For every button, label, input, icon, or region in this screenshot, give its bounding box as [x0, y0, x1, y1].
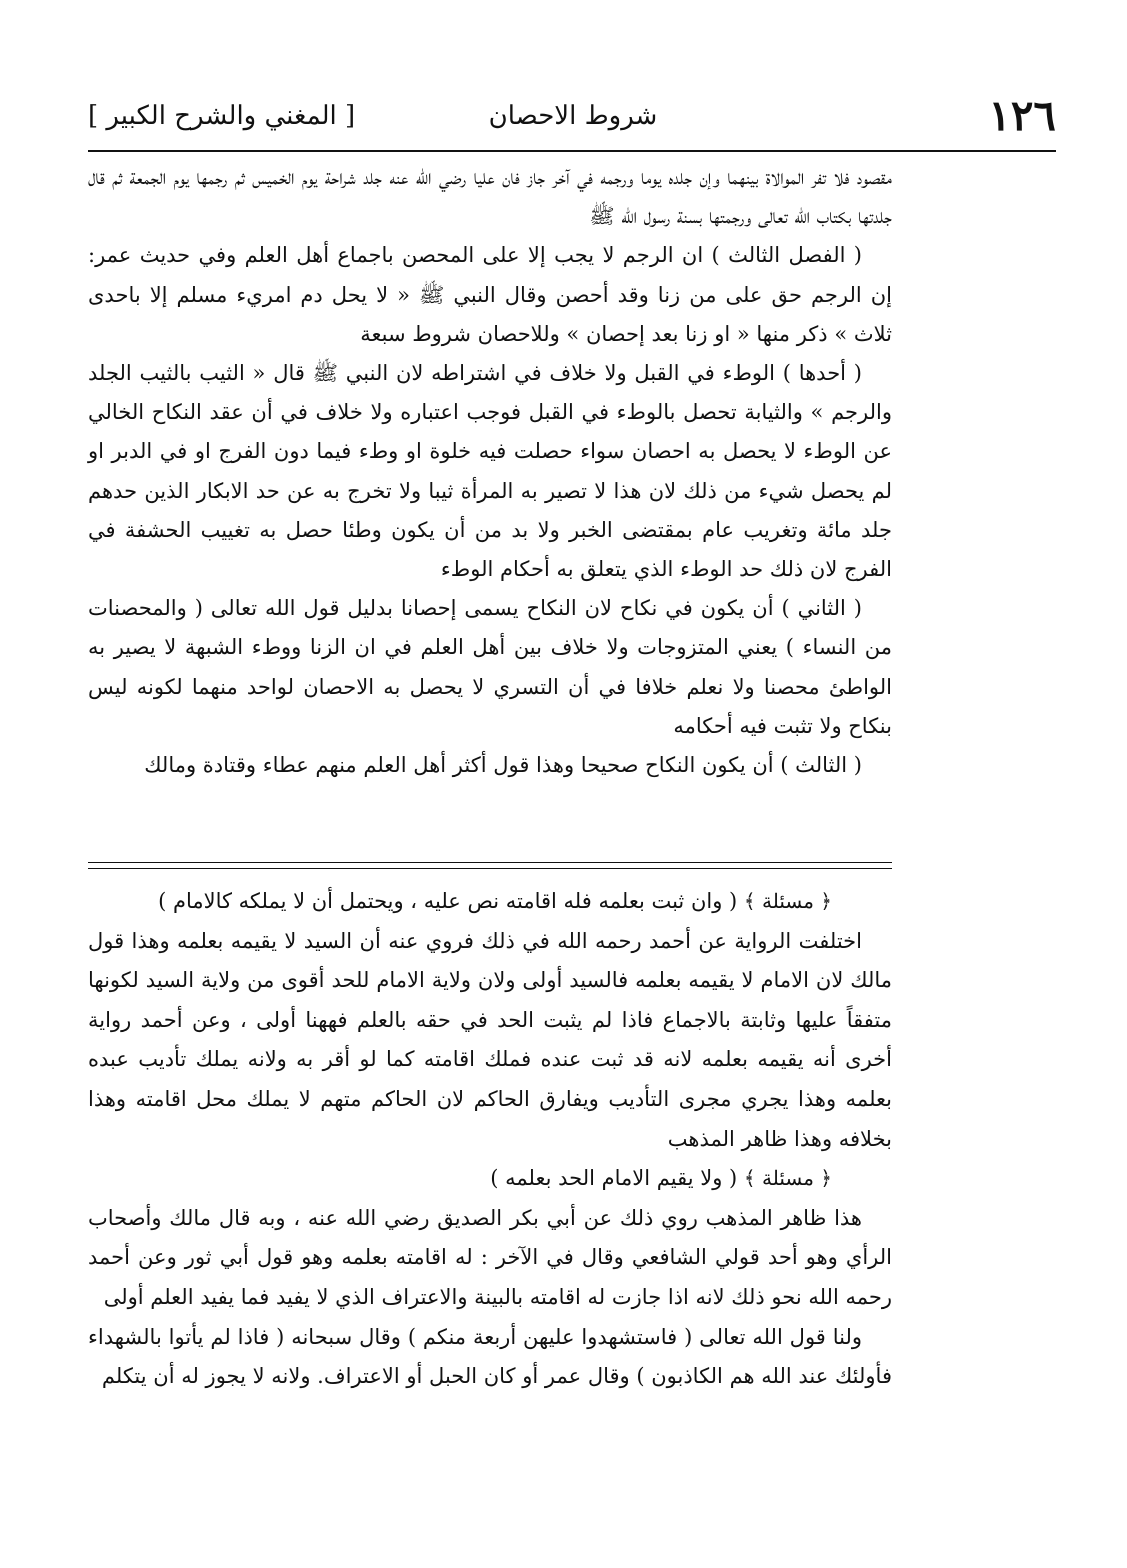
masala-heading	[88, 1159, 892, 1199]
commentary-paragraph: اختلفت الرواية عن أحمد رحمه الله في ذلك فروي عنه أن السيد لا يقيمه بعلمه وهذا قول مالك لان الامام لا يقيمه بعلمه فالسيد أولى ولان ولاية الامام للحد أقوى من ولاية السيد لكونها متفقاً عليها وثابتة بالاجماع فاذا لم يثبت الحد في حقه بالعلم فههنا أولى ، وعن أحمد رواية أخرى أنه يقيمه بعلمه لانه قد ثبت عنده فملك اقامته كما لو أقر به ولانه يملك تأديب عبده بعلمه وهذا يجري مجرى التأديب ويفارق الحاكم لان الحاكم متهم لا يملك محل اقامته وهذا بخلافه وهذا ظاهر المذهب	[88, 928, 892, 1151]
main-text	[88, 158, 892, 785]
page-header	[88, 88, 1056, 144]
main-paragraph: مقصود فلا تفر الموالاة بينهما وإن جلده يوما ورجمه في آخر جاز فان عليا رضي الله عنه جلد شراحة يوم الخميس ثم رجمها يوم الجمعة ثم قال جلدتها بكتاب الله تعالى ورجمتها بسنة رسول الله ﷺ	[88, 165, 892, 229]
book-title: [ المغني والشرح الكبير ]	[88, 101, 356, 131]
main-paragraph: ( أحدها ) الوطء في القبل ولا خلاف في اشتراطه لان النبي ﷺ قال « الثيب بالثيب الجلد والرجم » والثيابة تحصل بالوطء في القبل فوجب اعتباره ولا خلاف في أن عقد النكاح الخالي عن الوطء لا يحصل به احصان سواء حصلت فيه خلوة او وطء فيما دون الفرج او في الدبر او لم يحصل شيء من ذلك لان هذا لا تصير به المرأة ثيبا ولا تخرج به عن حد الابكار الذين حدهم جلد مائة وتغريب عام بمقتضى الخبر ولا بد من أن يكون وطئا حصل به تغييب الحشفة في الفرج لان ذلك حد الوطء الذي يتعلق به أحكام الوطء	[88, 361, 892, 582]
commentary-text	[88, 882, 892, 1397]
page-number: ١٢٦	[988, 91, 1056, 140]
masala-text: ( وان ثبت بعلمه فله اقامته نص عليه ، ويحتمل أن لا يملكه كالامام )	[158, 889, 738, 913]
masala-heading	[88, 882, 892, 922]
commentary-paragraph: ولنا قول الله تعالى ( فاستشهدوا عليهن أربعة منكم ) وقال سبحانه ( فاذا لم يأتوا بالشهداء فأولئك عند الله هم الكاذبون ) وقال عمر أو كان الحبل أو الاعتراف. ولانه لا يجوز له أن يتكلم	[88, 1324, 892, 1389]
masala-text: ( ولا يقيم الامام الحد بعلمه )	[490, 1166, 738, 1191]
masala-label: ﴿ مسئلة ﴾	[743, 889, 832, 913]
header-rule	[88, 150, 1056, 152]
masala-label: ﴿ مسئلة ﴾	[743, 1166, 832, 1191]
main-paragraph: ( الثالث ) أن يكون النكاح صحيحا وهذا قول أكثر أهل العلم منهم عطاء وقتادة ومالك	[144, 753, 862, 778]
main-paragraph: ( الفصل الثالث ) ان الرجم لا يجب إلا على المحصن باجماع أهل العلم وفي حديث عمر: إن الرجم حق على من زنا وقد أحصن وقال النبي ﷺ « لا يحل دم امريء مسلم إلا باحدى ثلاث » ذكر منها « او زنا بعد إحصان » وللاحصان شروط سبعة	[88, 243, 892, 346]
running-title: شروط الاحصان	[488, 101, 658, 131]
section-divider	[88, 862, 892, 863]
main-paragraph: ( الثاني ) أن يكون في نكاح لان النكاح يسمى إحصانا بدليل قول الله تعالى ( والمحصنات من النساء ) يعني المتزوجات ولا خلاف بين أهل العلم في ان الزنا ووطء الشبهة لا يصير به الواطئ محصنا ولا نعلم خلافا في أن التسري لا يحصل به الاحصان لواحد منهما لكونه ليس بنكاح ولا تثبت فيه أحكامه	[88, 596, 892, 738]
section-divider	[88, 868, 892, 869]
commentary-paragraph: هذا ظاهر المذهب روي ذلك عن أبي بكر الصديق رضي الله عنه ، وبه قال مالك وأصحاب الرأي وهو أحد قولي الشافعي وقال في الآخر : له اقامته بعلمه وهو قول أبي ثور وعن أحمد رحمه الله نحو ذلك لانه اذا جازت له اقامته بالبينة والاعتراف الذي لا يفيد فما يفيد العلم أولى	[88, 1205, 892, 1309]
